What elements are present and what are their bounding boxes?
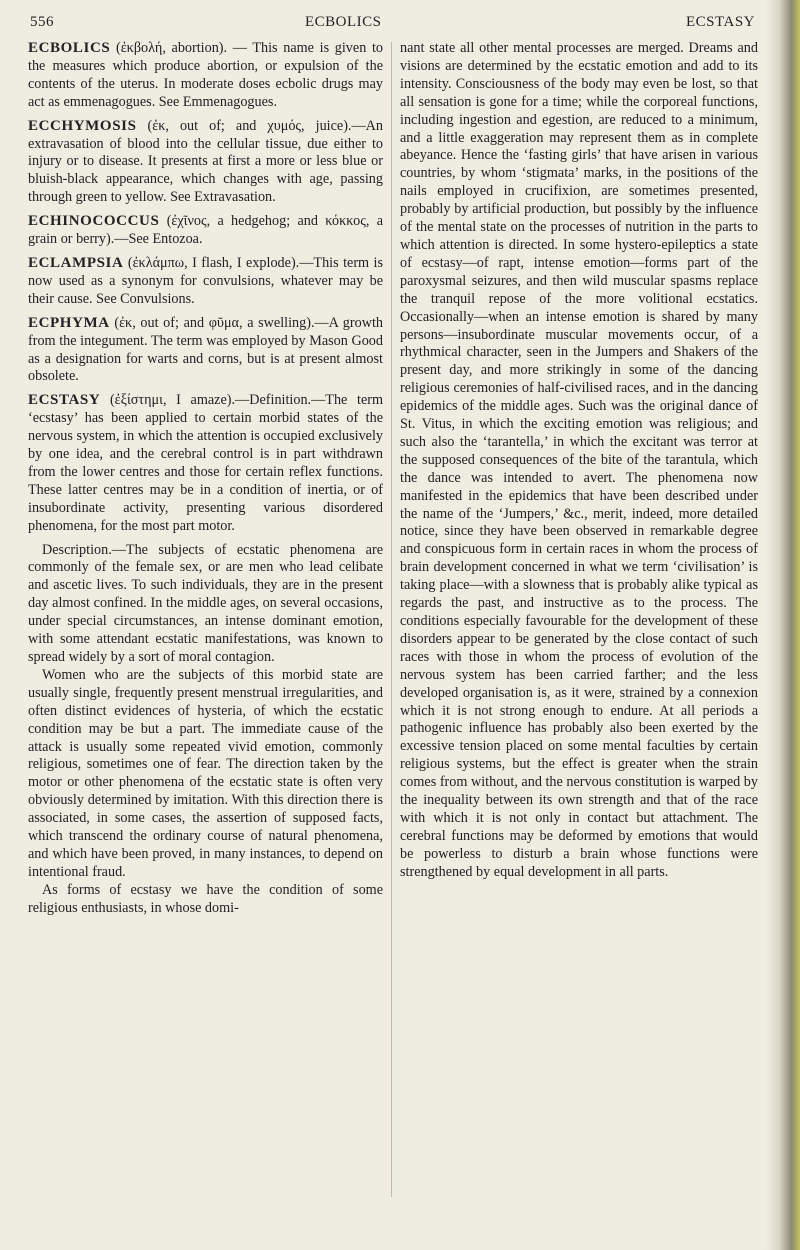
paragraph-text: As forms of ecstasy we have the condition of some religious enthusiasts, in whose domi- [28, 881, 383, 916]
running-header [30, 12, 755, 36]
entry-text: (ἐχῖνος, a hedgehog; and κόκκος, a grain or berry).—See Entozoa. [28, 213, 383, 248]
page-edge [766, 0, 800, 1250]
paragraph-text: Description.—The subjects of ecstatic phenomena are commonly of the female sex, or are men who lead celibate and ascetic lives. To such individuals, they are in the present day almost confined. In the middle ages, on several occasions, under special circumstances, an intense dominant emotion, with some attendant ecstatic manifestations, was known to spread widely by a sort of moral contagion. [28, 541, 383, 665]
entry-text: (ἐκ, out of; and φῦμα, a swelling).—A growth from the integument. The term was employed by Mason Good as a designation for warts and corns, but is at present almost obsolete. [28, 314, 383, 385]
paragraph-forms [28, 882, 383, 918]
entry-ecchymosis [28, 118, 383, 208]
headword: ECSTASY [28, 392, 101, 409]
right-running-head: ECSTASY [686, 14, 755, 30]
page-number: 556 [30, 14, 54, 30]
entry-eclampsia [28, 255, 383, 309]
headword: ECCHYMOSIS [28, 117, 137, 134]
entry-echinococcus [28, 213, 383, 249]
headword: ECBOLICS [28, 40, 111, 56]
paragraph-description [28, 542, 383, 667]
headword: ECHINOCOCCUS [28, 213, 160, 230]
entry-text: (ἐξίστημι, I amaze).—Definition.—The term ‘ecstasy’ has been applied to certain morbid states of the nervous system, in which the attention is occupied exclusively by one idea, and the cerebral control is in part withdrawn from the lower centres and those for certain reflex functions. These latter centres may be in a condition of inertia, or of insubordinate activity, presenting various disordered phenomena, for the most part motor. [28, 392, 383, 534]
paragraph-text: Women who are the subjects of this morbid state are usually single, frequently present menstrual irregularities, and often distinct evidences of hysteria, of which the ecstatic condition may be but a part. The immediate cause of the attack is usually some repeated vivid emotion, commonly religious, sometimes one of fear. The direction taken by the motor or other phenomena of the ecstatic state is often very obviously determined by imitation. With this direction there is associated, in some cases, the assertion of supposed facts, which transcend the ordinary course of natural phenomena, and which have been proved, in many instances, to depend on intentional fraud. [28, 666, 383, 880]
headword: ECPHYMA [28, 314, 110, 331]
entry-text: (ἐκλάμπω, I flash, I explode).—This term is now used as a synonym for convulsions, whatever may be their cause. See Convulsions. [28, 254, 383, 307]
left-running-head: ECBOLICS [305, 14, 382, 30]
entry-ecstasy [28, 392, 383, 535]
left-column [28, 40, 383, 918]
paragraph-continued [400, 40, 758, 882]
entry-text: (ἐκ, out of; and χυμός, juice).—An extravasation of blood into the cellular tissue, due either to injury or to disease. It presents at first a more or less blue or bluish-black appearance, which changes with age, passing through green to yellow. See Extravasation. [28, 117, 383, 206]
entry-ecbolics [28, 40, 383, 112]
entry-text: (ἐκβολή, abortion). — This name is given to the measures which produce abortion, or expulsion of the contents of the uterus. In moderate doses ecbolic drugs may act as emmenagogues. See Emmenagogues. [28, 40, 383, 110]
headword: ECLAMPSIA [28, 254, 124, 271]
right-column [400, 40, 758, 888]
paragraph-women [28, 667, 383, 882]
entry-ecphyma [28, 315, 383, 387]
paragraph-text: nant state all other mental processes are merged. Dreams and visions are determined by the ecstatic emotion and add to its intensity. Consciousness of the body may even be lost, so that all sensation is gone for a time; while the corporeal functions, including ingestion and egestion, are reduced to a minimum, and a little exaggeration may represent them as in complete abeyance. Hence the ‘fasting girls’ that have arisen in various countries, by whom ‘stigmata’ marks, in the positions of the nails employed in crucifixion, are sometimes presented, probably by artificial production, but possibly by the influence of the mental state on the processes of nutrition in the parts to which attention is directed. In some hystero-epileptics a state of ecstasy—of rapt, intense emotion—forms part of the paroxysmal seizures, and then wild muscular spasms replace the tranquil repose of the more volitional ecstatics. Occasionally—when an intense emotion is shared by many persons—insubordinate muscular movements occur, of a rhythmical character, seen in the Jumpers and Shakers of the present day, and more strikingly in some of the dancing religious ceremonies of half-civilised races, and in the dancing epidemics of the middle ages. Such was the original dance of St. Vitus, in which the exciting emotion was religious; and such also the ‘tarantella,’ in which the excitant was terror at the supposed consequences of the bite of the tarantula, which the dance was intended to avert. The phenomena now manifested in the epidemics that have been described under the name of the ‘Jumpers,’ &c., merit, indeed, more detailed notice, since they have been observed in remarkable degree and conspicuous form in certain races in whom the process of brain development concerned in what we term ‘civilisation’ is taking place—with a slowness that is probably alike typical as regards the past, and instructive as to the process. The conditions especially favourable for the development of these disorders appear to be generated by the close contact of such races with those in whom the process of evolution of the nervous system has been carried farther; and the less developed organisation is, as it were, strained by a connexion which it is not strong enough to endure. At all periods a pathogenic influence has probably also been exerted by the excessive tension placed on some mental faculties by certain religious systems, but the effect is greater when the strain comes from without, and the nervous constitution is warped by the inequality between its own strength and that of the race with which it is not only in contact but attachment. The cerebral functions may be deformed by emotions that would be powerless to disturb a brain whose functions were strengthened by equal development in all parts. [400, 40, 758, 880]
column-divider [391, 42, 392, 1197]
